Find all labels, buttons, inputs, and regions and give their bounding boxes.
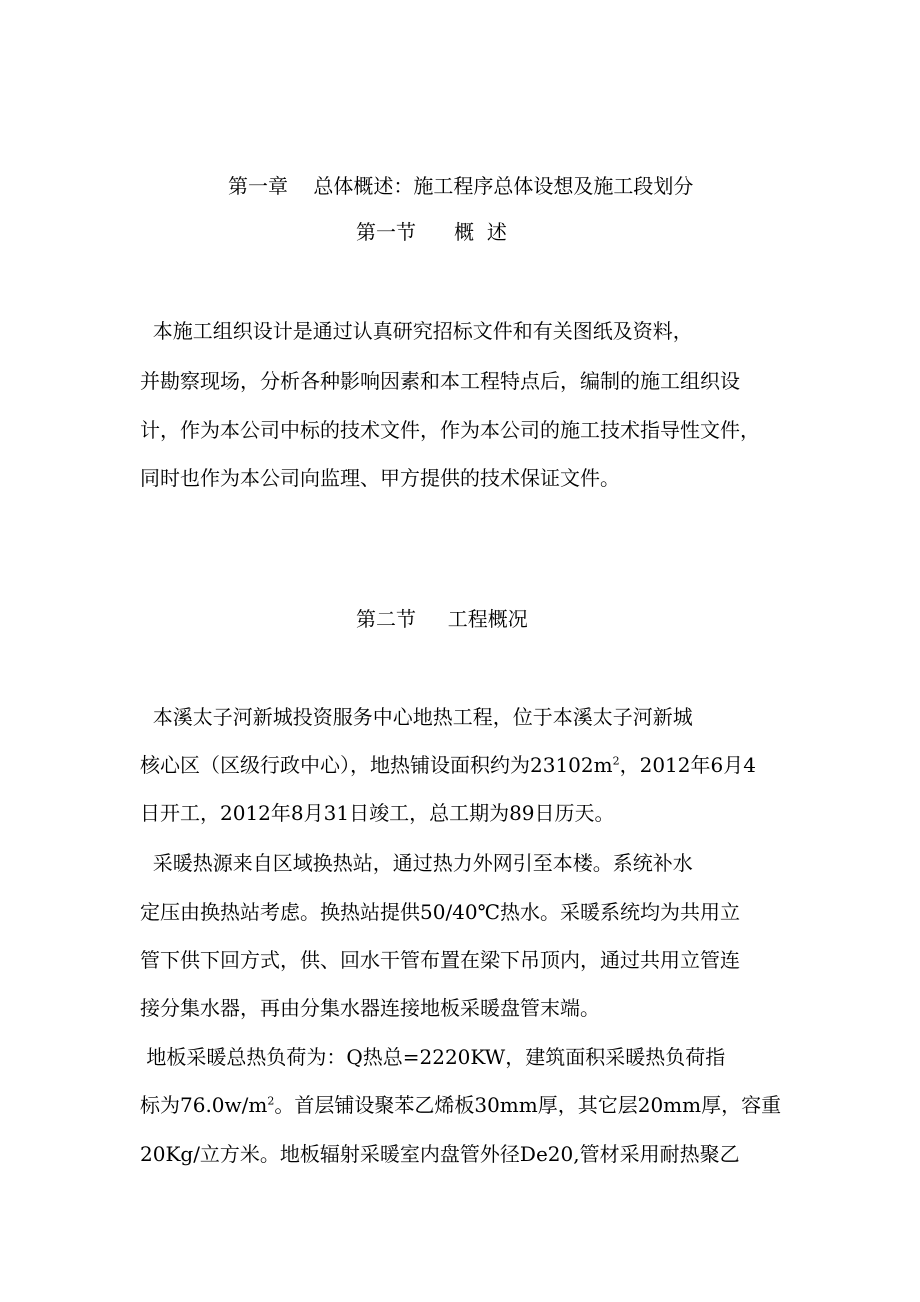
heat-load-line: 20Kg/立方米。地板辐射采暖室内盘管外径De20,管材采用耐热聚乙	[140, 1142, 740, 1166]
section-1-line: 计，作为本公司中标的技术文件，作为本公司的施工技术指导性文件，	[140, 418, 760, 442]
project-schedule-line: 日开工，2012年8月31日竣工，总工期为89日历天。	[140, 801, 615, 825]
heating-source-line: 定压由换热站考虑。换热站提供50/40℃热水。采暖系统均为共用立	[140, 900, 741, 924]
heat-load-line: 地板采暖总热负荷为：Q热总=2220KW，建筑面积采暖热负荷指	[140, 1045, 726, 1069]
chapter-title: 第一章 总体概述：施工程序总体设想及施工段划分	[228, 174, 694, 198]
section-1-title: 第一节 概 述	[356, 220, 507, 244]
heating-source-line: 管下供下回方式，供、回水干管布置在梁下吊顶内，通过共用立管连	[140, 948, 740, 972]
heat-load-line: 标为$76.0w/m^2$。首层铺设聚苯乙烯板30mm厚，其它层20mm厚，容重	[140, 1093, 782, 1117]
project-area-line: 核心区（区级行政中心），地热铺设面积约为$23102m^2$，2012年6月4	[140, 753, 756, 777]
project-location-line: 本溪太子河新城投资服务中心地热工程，位于本溪太子河新城	[140, 705, 693, 729]
heating-source-line: 采暖热源来自区域换热站，通过热力外网引至本楼。系统补水	[140, 851, 693, 875]
section-1-line: 并勘察现场，分析各种影响因素和本工程特点后，编制的施工组织设	[140, 369, 740, 393]
section-1-line: 本施工组织设计是通过认真研究招标文件和有关图纸及资料，	[140, 319, 693, 343]
heating-source-line: 接分集水器，再由分集水器连接地板采暖盘管末端。	[140, 996, 600, 1020]
section-2-title: 第二节 工程概况	[356, 607, 528, 631]
section-1-line: 同时也作为本公司向监理、甲方提供的技术保证文件。	[140, 466, 620, 490]
